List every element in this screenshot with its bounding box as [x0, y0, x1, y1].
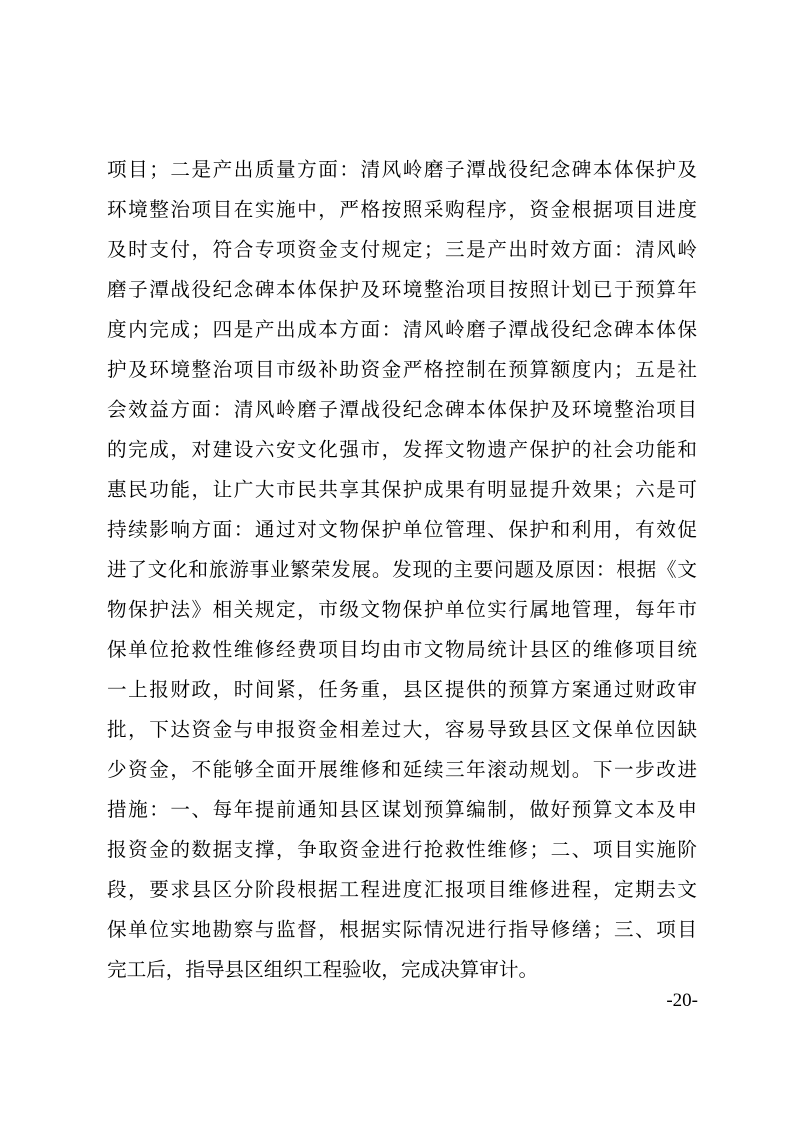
text-line: 一上报财政，时间紧，任务重，县区提供的预算方案通过财政审	[107, 678, 697, 701]
text-line: 报资金的数据支撑，争取资金进行抢救性维修；二、项目实施阶	[107, 838, 697, 861]
page-number: -20-	[666, 990, 698, 1011]
text-line: 少资金，不能够全面开展维修和延续三年滚动规划。下一步改进	[107, 758, 697, 781]
text-line: 物保护法》相关规定，市级文物保护单位实行属地管理，每年市	[107, 598, 697, 621]
text-line: 保单位抢救性维修经费项目均由市文物局统计县区的维修项目统	[107, 638, 697, 661]
text-line: 及时支付，符合专项资金支付规定；三是产出时效方面：清风岭	[107, 238, 697, 261]
text-line: 会效益方面：清风岭磨子潭战役纪念碑本体保护及环境整治项目	[107, 398, 697, 421]
text-line: 惠民功能，让广大市民共享其保护成果有明显提升效果；六是可	[107, 478, 697, 501]
text-line: 环境整治项目在实施中，严格按照采购程序，资金根据项目进度	[107, 198, 697, 221]
text-line: 度内完成；四是产出成本方面：清风岭磨子潭战役纪念碑本体保	[107, 318, 697, 341]
body-text	[107, 150, 697, 990]
text-line: 项目；二是产出质量方面：清风岭磨子潭战役纪念碑本体保护及	[107, 158, 697, 181]
text-line: 段，要求县区分阶段根据工程进度汇报项目维修进程，定期去文	[107, 878, 697, 901]
text-line: 完工后，指导县区组织工程验收，完成决算审计。	[107, 958, 539, 981]
text-line: 措施：一、每年提前通知县区谋划预算编制，做好预算文本及申	[107, 798, 697, 821]
text-line: 保单位实地勘察与监督，根据实际情况进行指导修缮；三、项目	[107, 918, 697, 941]
text-line: 的完成，对建设六安文化强市，发挥文物遗产保护的社会功能和	[107, 438, 697, 461]
text-line: 持续影响方面：通过对文物保护单位管理、保护和利用，有效促	[107, 518, 697, 541]
text-line: 磨子潭战役纪念碑本体保护及环境整治项目按照计划已于预算年	[107, 278, 697, 301]
text-line: 进了文化和旅游事业繁荣发展。发现的主要问题及原因：根据《文	[107, 558, 697, 581]
text-line: 批，下达资金与申报资金相差过大，容易导致县区文保单位因缺	[107, 718, 697, 741]
text-line: 护及环境整治项目市级补助资金严格控制在预算额度内；五是社	[107, 358, 697, 381]
